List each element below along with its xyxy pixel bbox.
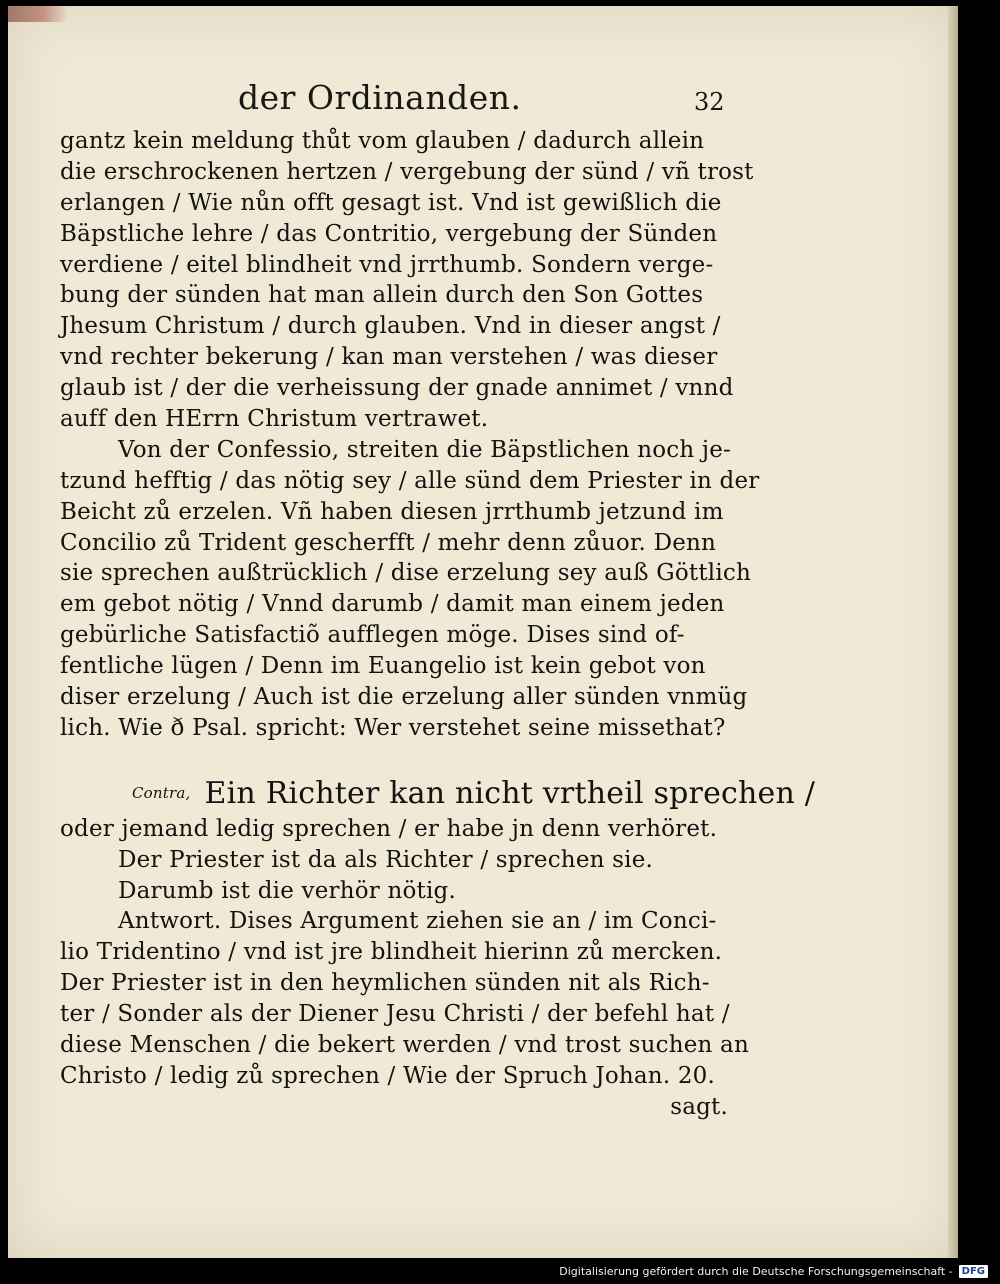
contra-label: Contra, xyxy=(132,783,191,802)
text-line: Christo / ledig zů sprechen / Wie der Spruch Johan. 20. xyxy=(60,1062,716,1089)
text-line: glaub ist / der die verheissung der gnade annimet / vnnd xyxy=(60,375,734,402)
text-line: Von der Confessio, streiten die Bäpstlichen noch je- xyxy=(118,436,732,463)
running-header xyxy=(8,74,958,124)
text-line: vnd rechter bekerung / kan man verstehen / was dieser xyxy=(60,344,718,371)
text-line: auff den HErrn Christum vertrawet. xyxy=(60,406,489,433)
running-title: der Ordinanden. xyxy=(238,78,522,117)
text-line: em gebot nötig / Vnnd darumb / damit man einem jeden xyxy=(60,591,725,618)
text-line: diser erzelung / Auch ist die erzelung aller sünden vnmüg xyxy=(60,684,748,711)
text-line: Darumb ist die verhör nötig. xyxy=(118,877,456,904)
contra-heading-line xyxy=(60,772,816,814)
footer-credit: Digitalisierung gefördert durch die Deutsche Forschungsgemeinschaft - xyxy=(559,1264,953,1278)
text-line: tzund hefftig / das nötig sey / alle sünd dem Priester in der xyxy=(60,467,760,494)
text-line: diese Menschen / die bekert werden / vnd trost suchen an xyxy=(60,1032,749,1059)
main-text xyxy=(60,126,816,1123)
text-line: fentliche lügen / Denn im Euangelio ist kein gebot von xyxy=(60,653,706,680)
text-line: lich. Wie ð Psal. spricht: Wer verstehet seine missethat? xyxy=(60,714,726,741)
text-line: Antwort. Dises Argument ziehen sie an / im Conci- xyxy=(118,908,717,935)
text-line: erlangen / Wie nůn offt gesagt ist. Vnd ist gewißlich die xyxy=(60,189,722,216)
text-line: Beicht zů erzelen. Vñ haben diesen jrrthumb jetzund im xyxy=(60,498,724,525)
digitization-footer xyxy=(559,1262,988,1280)
text-line: Bäpstliche lehre / das Contritio, vergebung der Sünden xyxy=(60,220,718,247)
text-line: lio Tridentino / vnd ist jre blindheit hierinn zů mercken. xyxy=(60,939,723,966)
text-line: Concilio zů Trident gescherfft / mehr denn zůuor. Denn xyxy=(60,529,717,556)
text-line: Der Priester ist da als Richter / sprechen sie. xyxy=(118,846,654,873)
text-line: ter / Sonder als der Diener Jesu Christi / der befehl hat / xyxy=(60,1001,730,1028)
text-line: die erschrockenen hertzen / vergebung der sünd / vñ trost xyxy=(60,158,754,185)
text-line: bung der sünden hat man allein durch den Son Gottes xyxy=(60,282,704,309)
text-line: Jhesum Christum / durch glauben. Vnd in dieser angst / xyxy=(60,313,721,340)
text-line: sie sprechen außtrücklich / dise erzelung sey auß Göttlich xyxy=(60,560,751,587)
dfg-logo: DFG xyxy=(959,1265,988,1278)
document-page xyxy=(8,6,958,1258)
text-line: verdiene / eitel blindheit vnd jrrthumb. Sondern verge- xyxy=(60,251,714,278)
text-line: gantz kein meldung thůt vom glauben / dadurch allein xyxy=(60,128,705,154)
text-line: oder jemand ledig sprechen / er habe jn denn verhöret. xyxy=(60,815,718,842)
binding-mark xyxy=(8,6,68,22)
contra-heading: Ein Richter kan nicht vrtheil sprechen / xyxy=(204,775,816,811)
text-line: Der Priester ist in den heymlichen sünden nit als Rich- xyxy=(60,970,710,997)
paragraph-gap xyxy=(60,744,728,772)
page-number: 32 xyxy=(694,88,725,116)
text-line: gebürliche Satisfactiõ aufflegen möge. Dises sind of- xyxy=(60,622,685,649)
catchword: sagt. xyxy=(670,1093,728,1120)
page-edge xyxy=(948,6,958,1258)
